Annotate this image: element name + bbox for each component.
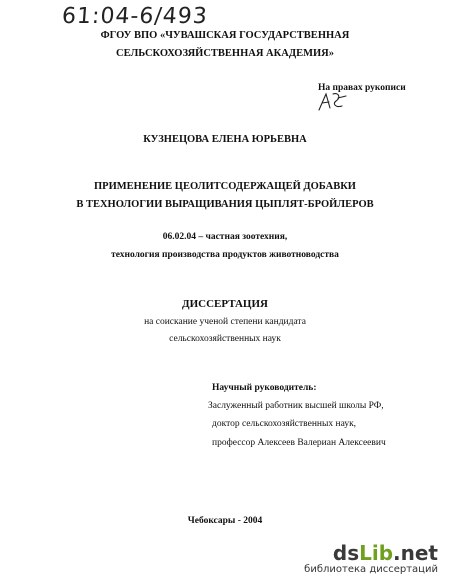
header-line-2: СЕЛЬСКОХОЗЯЙСТВЕННАЯ АКАДЕМИЯ» (116, 48, 334, 59)
dissertation-line-2: сельскохозяйственных наук (169, 334, 281, 344)
dslib-logo (304, 543, 438, 575)
supervisor-line-1: Заслуженный работник высшей школы РФ, (208, 401, 384, 411)
title-line-2: В ТЕХНОЛОГИИ ВЫРАЩИВАНИЯ ЦЫПЛЯТ-БРОЙЛЕРОВ (76, 199, 374, 210)
signature-icon (316, 90, 350, 114)
logo-net: .net (393, 541, 438, 565)
header-line-1: ФГОУ ВПО «ЧУВАШСКАЯ ГОСУДАРСТВЕННАЯ (100, 30, 350, 41)
place-year: Чебоксары - 2004 (187, 516, 263, 526)
logo-subtitle: библиотека диссертаций (304, 564, 438, 575)
dissertation-line-1: на соискание ученой степени кандидата (144, 317, 306, 327)
supervisor-line-3: профессор Алексеев Валериан Алексеевич (212, 438, 386, 448)
title-line-1: ПРИМЕНЕНИЕ ЦЕОЛИТСОДЕРЖАЩЕЙ ДОБАВКИ (94, 181, 356, 192)
supervisor-label: Научный руководитель: (212, 383, 317, 393)
specialty-line-1: 06.02.04 – частная зоотехния, (162, 232, 288, 242)
dissertation-label: ДИССЕРТАЦИЯ (182, 298, 268, 310)
manuscript-note: На правах рукописи (318, 83, 406, 93)
specialty-line-2: технология производства продуктов животноводства (111, 250, 339, 260)
supervisor-line-2: доктор сельскохозяйственных наук, (212, 419, 357, 429)
handwritten-archive-code: 61:04-6/493 (61, 4, 209, 29)
author-name: КУЗНЕЦОВА ЕЛЕНА ЮРЬЕВНА (143, 134, 307, 145)
logo-ds: ds (332, 541, 360, 565)
logo-lib: Lib (359, 541, 394, 565)
